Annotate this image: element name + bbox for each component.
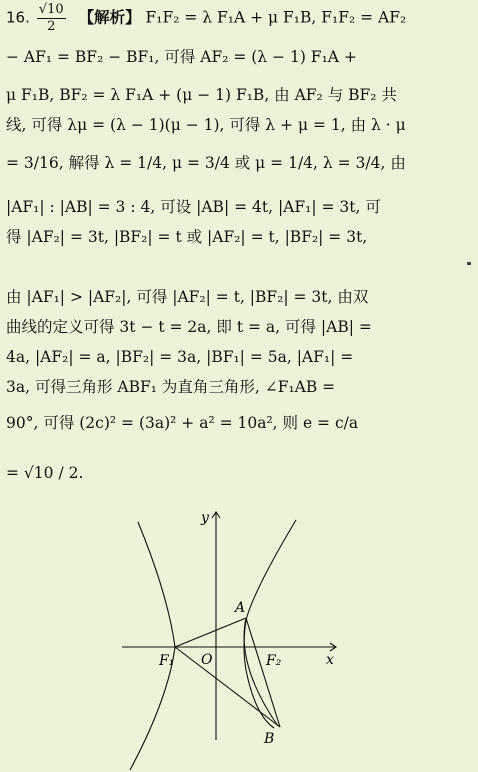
label-f2: F₂: [266, 653, 282, 669]
segment-f1-a: [175, 618, 246, 647]
answer-numerator: √10: [38, 2, 64, 17]
answer-denominator: 2: [47, 19, 56, 34]
segment-f1-b: [175, 647, 280, 727]
solution-line-1: F₁F₂ = λ F₁A + μ F₁B, F₁F₂ = AF₂: [145, 8, 407, 27]
solution-line-10: 4a, |AF₂| = a, |BF₂| = 3a, |BF₁| = 5a, |AF₁| =: [6, 348, 354, 366]
solution-line-11: 3a, 可得三角形 ABF₁ 为直角三角形, ∠F₁AB =: [6, 378, 336, 396]
origin-label: O: [201, 652, 213, 668]
y-axis-label: y: [201, 510, 209, 526]
x-axis-label: x: [326, 652, 334, 668]
solution-line-6: |AF₁| : |AB| = 3 : 4, 可设 |AB| = 4t, |AF₁| = 3t, 可: [6, 198, 381, 216]
analysis-tag: 【解析】: [78, 8, 141, 27]
label-f1: F₁: [159, 653, 175, 669]
solution-line-8: 由 |AF₁| > |AF₂|, 可得 |AF₂| = t, |BF₂| = 3t, 由双: [6, 288, 369, 306]
solution-line-5: = 3/16, 解得 λ = 1/4, μ = 3/4 或 μ = 1/4, λ = 3/4, 由: [6, 154, 406, 172]
solution-line-2: − AF₁ = BF₂ − BF₁, 可得 AF₂ = (λ − 1) F₁A +: [6, 48, 357, 66]
question-header: [6, 2, 472, 35]
solution-line-7: 得 |AF₂| = 3t, |BF₂| = t 或 |AF₂| = t, |BF₂| = 3t,: [6, 228, 368, 246]
hyperbola-left-branch: [130, 522, 175, 770]
solution-line-13: = √10 / 2.: [6, 464, 84, 482]
question-number: 16.: [6, 8, 30, 27]
answer-fraction: [37, 2, 66, 35]
margin-mark: [467, 262, 471, 265]
segment-a-b: [246, 618, 280, 727]
solution-line-12: 90°, 可得 (2c)² = (3a)² + a² = 10a², 则 e = c/a: [6, 414, 359, 432]
chord-curve: [244, 618, 278, 726]
solution-line-9: 曲线的定义可得 3t − t = 2a, 即 t = a, 可得 |AB| =: [6, 318, 372, 336]
solution-line-3: μ F₁B, BF₂ = λ F₁A + (μ − 1) F₁B, 由 AF₂ 与 BF₂ 共: [6, 86, 397, 104]
label-a: A: [235, 600, 246, 616]
solution-line-4: 线, 可得 λμ = (λ − 1)(μ − 1), 可得 λ + μ = 1, 由 λ · μ: [6, 116, 406, 134]
hyperbola-figure: [0, 500, 478, 772]
label-b: B: [264, 731, 275, 747]
hyperbola-right-branch: [244, 520, 296, 728]
